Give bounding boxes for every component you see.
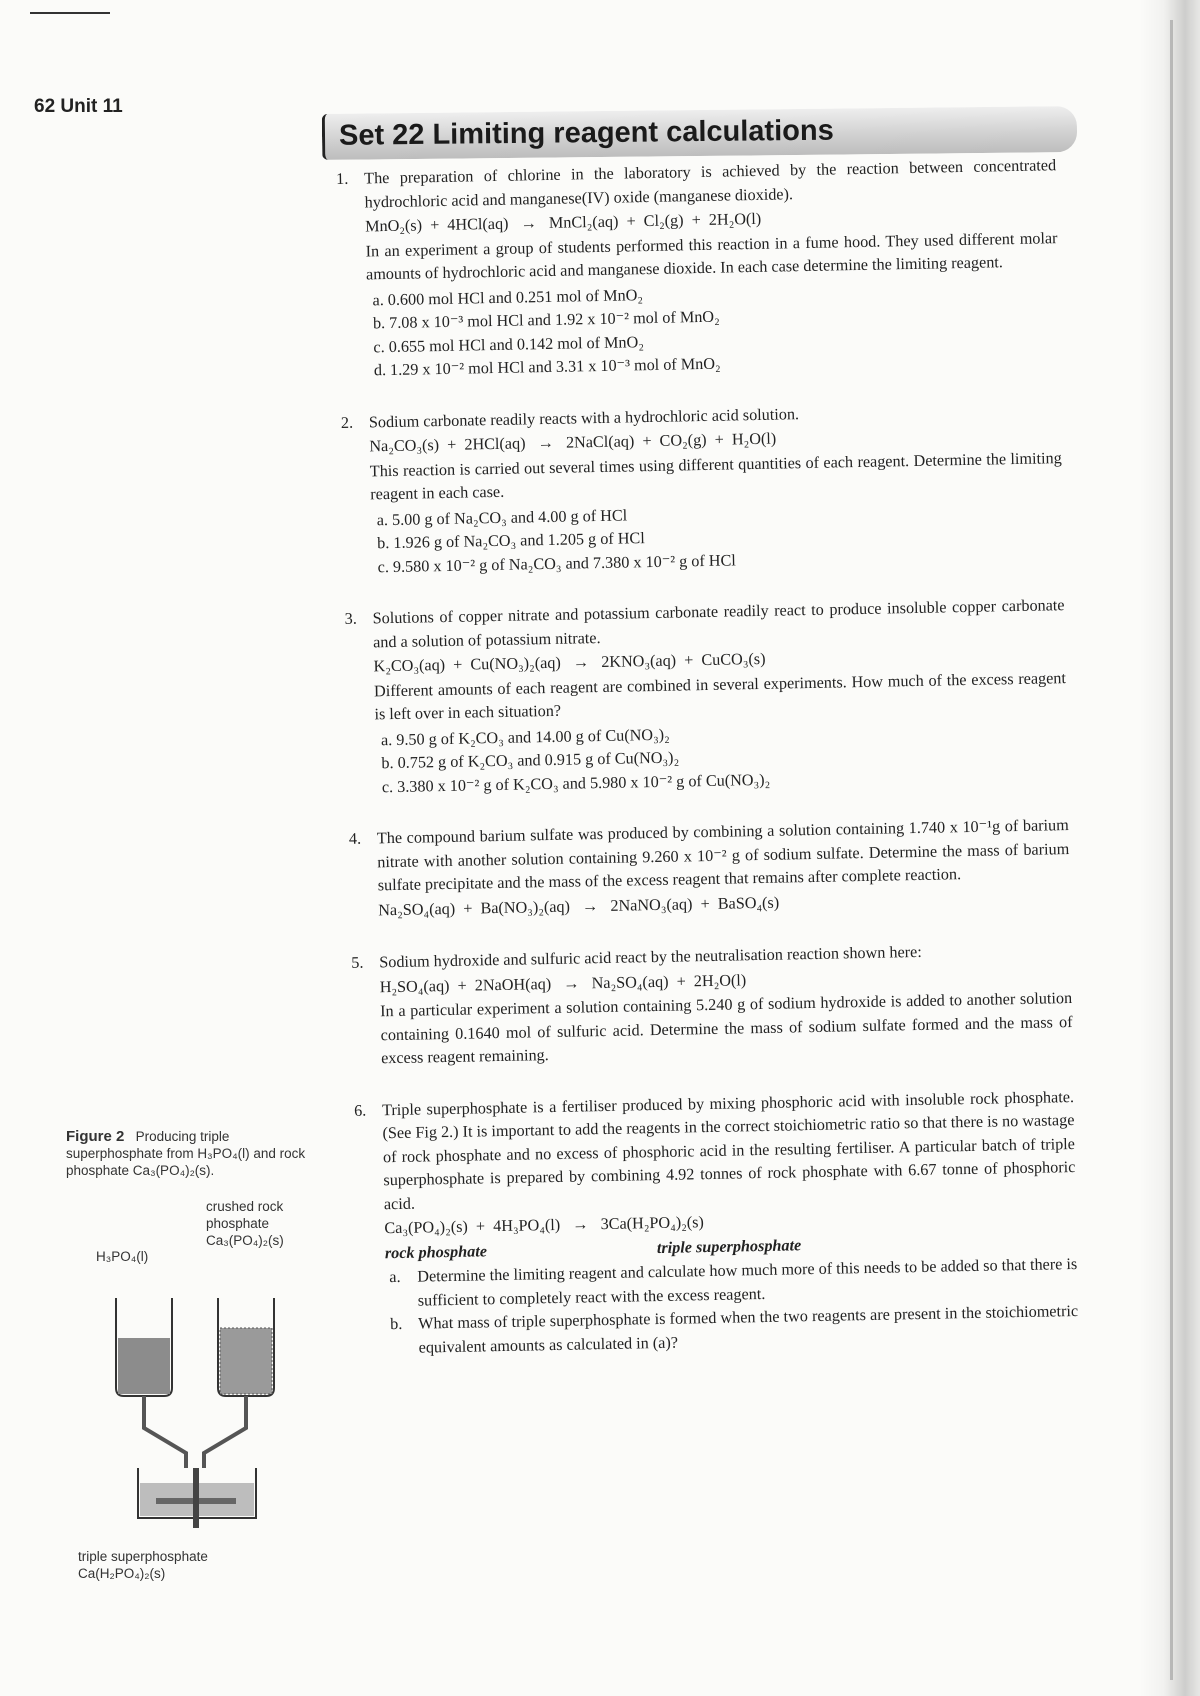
header-rule <box>30 12 110 14</box>
acid-label: H₃PO₄(l) <box>96 1249 149 1264</box>
rock-beaker <box>218 1298 274 1396</box>
product-label: triple superphosphate Ca(H₂PO₄)₂(s) <box>78 1549 208 1581</box>
list-item: a. 5.00 g of Na₂CO₃ and 4.00 g of HCl <box>376 505 628 529</box>
label-triple-superphosphate: triple superphosphate <box>656 1235 802 1257</box>
set-title: Set 22 Limiting reagent calculations <box>338 114 834 152</box>
question-text: Different amounts of each reagent are combined in several experiments. How much of the excess reagent is left over in each situation? <box>373 668 1067 724</box>
sub-question-b: b. What mass of triple superphosphate is formed when the two reagents are present in the stoichiometric equivalent amounts as calculated in (a)? <box>390 1301 1079 1357</box>
chemical-equation: Ca₃(PO₄)₂(s) + 4H₃PO₄(l) → 3Ca(H₂PO₄)₂(s) <box>384 1213 705 1238</box>
page-label: 62 Unit 11 <box>34 96 123 117</box>
acid-beaker <box>116 1298 172 1396</box>
question-5 <box>351 938 1073 1071</box>
question-intro: Sodium carbonate readily reacts with a hydrochloric acid solution. <box>368 404 800 431</box>
list-item: b. 0.752 g of K₂CO₃ and 0.915 g of Cu(NO₃)₂ <box>381 748 680 773</box>
question-text: In a particular experiment a solution containing 5.240 g of sodium hydroxide is added to another solution containing 0.1640 mol of sulfuric acid. Determine the mass of sodium sulfate formed and the mass of excess reagent remaining. <box>380 989 1073 1068</box>
question-intro: The compound barium sulfate was produced by combining a solution containing 1.740 x 10⁻¹g of barium nitrate with another solution containing 9.260 x 10⁻² g of sodium sulfate. Determine the mass of barium sulfate precipitate and the mass of the excess reagent that remains after complete reaction. <box>376 816 1070 895</box>
question-number: 6. <box>353 1101 367 1120</box>
feed-pipes <box>144 1396 246 1468</box>
figure-caption <box>66 1128 306 1179</box>
question-3 <box>344 594 1068 800</box>
question-items <box>372 276 1060 383</box>
set-title-banner <box>322 106 1077 160</box>
mixing-vessel <box>138 1468 256 1528</box>
label-rock-phosphate: rock phosphate <box>384 1241 488 1262</box>
question-6 <box>354 1086 1079 1361</box>
rock-phosphate-label: crushed rock phosphate Ca₃(PO₄)₂(s) <box>206 1199 284 1248</box>
apparatus-diagram <box>86 1278 316 1538</box>
question-number: 4. <box>348 829 362 848</box>
list-item: b. 1.926 g of Na₂CO₃ and 1.205 g of HCl <box>377 529 645 553</box>
question-number: 3. <box>344 609 357 628</box>
list-item: d. 1.29 x 10⁻² mol HCl and 3.31 x 10⁻³ mol of MnO₂ <box>373 354 721 380</box>
question-2 <box>341 398 1064 580</box>
question-4 <box>349 814 1071 923</box>
question-items <box>377 496 1064 580</box>
list-item: c. 3.380 x 10⁻² g of K₂CO₃ and 5.980 x 10⁻² g of Cu(NO₃)₂ <box>381 770 771 796</box>
question-text: In an experiment a group of students performed this reaction in a fume hood. They used different molar amounts of hydrochloric acid and manganese dioxide. In each case determine the limiting reagent. <box>365 228 1058 284</box>
question-1 <box>336 154 1060 383</box>
question-number: 1. <box>336 169 349 188</box>
question-number: 5. <box>351 953 364 972</box>
chemical-equation: MnO₂(s) + 4HCl(aq) → MnCl₂(aq) + Cl₂(g) + 2H₂O(l) <box>364 209 762 236</box>
figure-label: Figure 2 <box>66 1128 125 1145</box>
questions-body <box>336 154 1079 1361</box>
figure-caption-text: Producing triple superphosphate from H₃PO₄(l) and rock phosphate Ca₃(PO₄)₂(s). <box>66 1129 306 1178</box>
list-item: a. 9.50 g of K₂CO₃ and 14.00 g of Cu(NO₃)₂ <box>380 725 670 749</box>
list-item: a. 0.600 mol HCl and 0.251 mol of MnO₂ <box>372 285 644 309</box>
page-edge-line <box>1170 20 1173 1680</box>
question-number: 2. <box>340 413 354 432</box>
list-item: c. 0.655 mol HCl and 0.142 mol of MnO₂ <box>373 332 645 356</box>
question-text: This reaction is carried out several times using different quantities of each reagent. Determine the limiting reagent in each case. <box>369 448 1062 504</box>
question-intro: Sodium hydroxide and sulfuric acid react by the neutralisation reaction shown here: <box>379 942 922 972</box>
chemical-equation: Na₂CO₃(s) + 2HCl(aq) → 2NaCl(aq) + CO₂(g) + H₂O(l) <box>369 429 777 456</box>
chemical-equation: K₂CO₃(aq) + Cu(NO₃)₂(aq) → 2KNO₃(aq) + CuCO₃(s) <box>373 649 766 676</box>
question-items <box>381 716 1068 800</box>
question-intro: Solutions of copper nitrate and potassium carbonate readily react to produce insoluble copper carbonate and a solution of potassium nitrate. <box>372 596 1065 651</box>
chemical-equation: H₂SO₄(aq) + 2NaOH(aq) → Na₂SO₄(aq) + 2H₂O(l) <box>379 970 747 996</box>
question-intro: Triple superphosphate is a fertiliser produced by mixing phosphoric acid with insoluble rock phosphate. (See Fig 2.) It is important to add the reagents in the correct stoichiometric ratio so that there is no wastage of rock phosphate and no excess of phosphoric acid in the resulting fertiliser. A particular batch of triple superphosphate is prepared by combining 4.92 tonnes of rock phosphate with 6.67 tonne of phosphoric acid. <box>381 1087 1076 1213</box>
chemical-equation: Na₂SO₄(aq) + Ba(NO₃)₂(aq) → 2NaNO₃(aq) + BaSO₄(s) <box>378 893 780 919</box>
list-item: b. 7.08 x 10⁻³ mol HCl and 1.92 x 10⁻² mol of MnO₂ <box>372 307 720 333</box>
question-intro: The preparation of chlorine in the laboratory is achieved by the reaction between concentrated hydrochloric acid and manganese(IV) oxide (manganese dioxide). <box>364 156 1057 211</box>
sub-question-a: a. Determine the limiting reagent and calculate how much more of this needs to be added so that there is sufficient to completely react with the excess reagent. <box>389 1254 1078 1310</box>
list-item: c. 9.580 x 10⁻² g of Na₂CO₃ and 7.380 x 10⁻² g of HCl <box>377 550 736 576</box>
